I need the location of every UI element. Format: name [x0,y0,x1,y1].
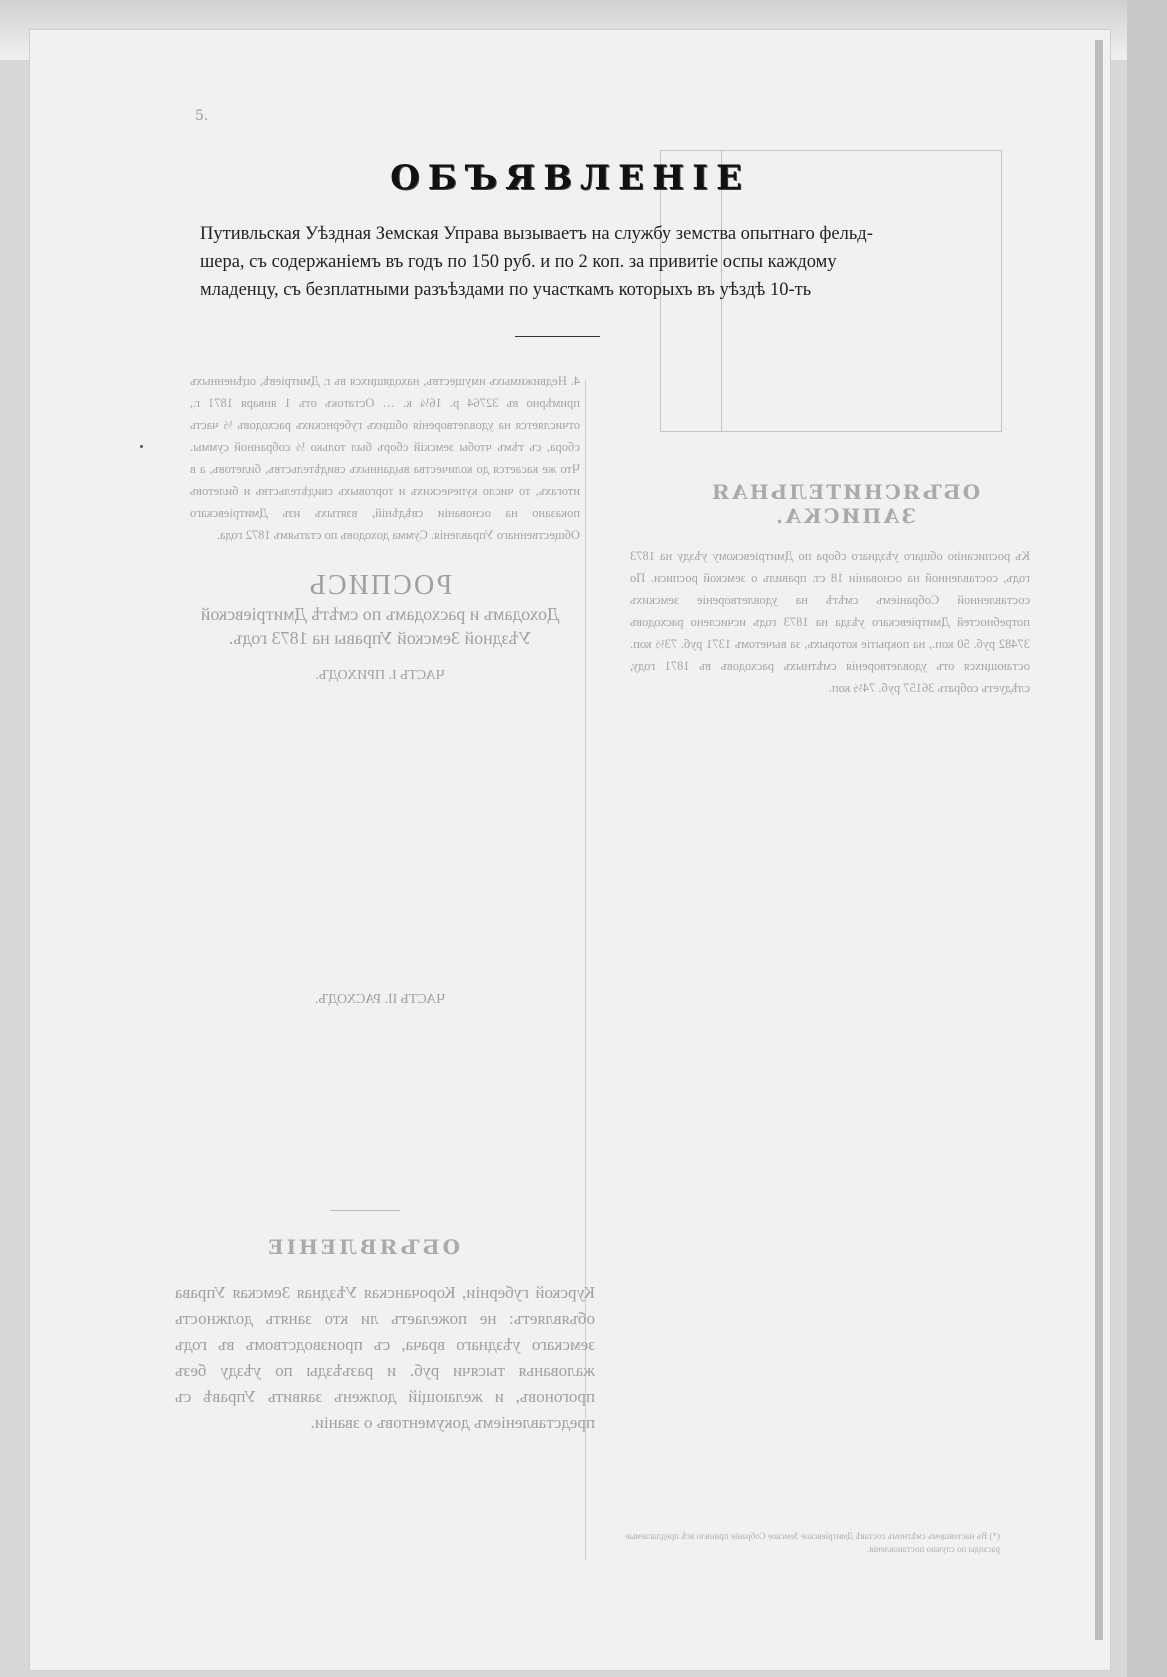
bleed-heading-right: ОБЪЯСНИТЕЛЬНАЯ ЗАПИСКА. [709,480,981,528]
announcement-line: Путивльская Уѣздная Земская Управа вызываетъ на службу земства опытнаго фельд- [200,224,873,244]
bleed-part1: ЧАСТЬ I. ПРИХОДЪ. [315,668,445,683]
bleed-through-right: Къ росписанію общаго уѣзднаго сбора по Дмитріевскому уѣзду на 1873 годъ, составленной на основаніи 18 ст. правилъ о земской росписи. По составленной Собраніемъ смѣтѣ на удовлетвореніе земскихъ потребностей Дмитріевскаго уѣзда на 1873 годъ исчислено расходовъ 37482 руб. 50 коп., на покрытіе которыхъ, за вычетомъ 1371 руб. 73½ коп. остающихся отъ удовлетворенія смѣтныхъ расходовъ въ 1871 году, слѣдуетъ собрать 36157 руб. 74½ коп. [630,549,1030,695]
announcement-title: ОБЪЯВЛЕНІЕ [390,158,750,198]
bleed-part2: ЧАСТЬ II. РАСХОДЪ. [314,992,446,1007]
bleed-subheading: Доходамъ и расходамъ по смѣтѣ Дмитріевской Уѣздной Земской Управы на 1873 годъ. [200,604,560,648]
speck [140,445,143,448]
announcement-line: младенцу, съ безплатными разъѣздами по участкамъ которыхъ въ уѣздѣ 10-ть [200,280,812,300]
bleed-through-bottom: Курской губерніи, Корочанская Уѣздная Земская Управа объявляетъ: не пожелаетъ ли кто занять должность земскаго уѣзднаго врача, съ производствомъ въ годъ жалованья тысячи руб. и разъѣзды по уѣзду безъ прогоновъ, и желающій долженъ заявить Управѣ съ представленіемъ документовъ о званіи. [175,1283,595,1432]
page-number: 5. [195,108,209,124]
bleed-heading-bottom: ОБЪЯВЛЕНІЕ [265,1235,460,1259]
page-fold [1095,40,1103,1640]
announcement-text [200,220,940,304]
bleed-heading: РОСПИСЬ [307,570,453,601]
bleed-footnote: (*) Въ настоящемъ смѣтномъ составѣ Дмитріевское Земское Собраніе приняло всѣ предлагаемые расходы по случаю постановленія. [625,1531,1000,1554]
announcement-line: шера, съ содержаніемъ въ годъ по 150 руб. и по 2 коп. за привитіе оспы каждому [200,252,837,272]
page-margin-strip [1127,0,1167,1677]
bleed-through-left: 4. Недвижимыхъ имуществъ, находящихся въ г. Дмитріевѣ, оцѣненныхъ примѣрно въ 32764 р. 16¼ к. … Остатокъ отъ 1 января 1871 г., отчисляется на удовлетворенія общихъ губернскихъ расходовъ ⅓ часть сбора, съ тѣмъ чтобы земскій сборъ был только ⅓ собранной суммы. Что же касается до количества выданныхъ свидѣтельствъ, билетовъ, а в итогахъ, то число купеческихъ и торговыхъ свидѣтельствъ и билетовъ показано на основаніи свѣдѣній, взятыхъ изъ Дмитріевскаго Общественнаго Управленія. Сумма доходовъ по статьямъ 1872 года. [190,374,580,542]
title-rule [515,336,600,337]
bleed-through-center [180,570,580,1012]
separator [330,1210,400,1211]
